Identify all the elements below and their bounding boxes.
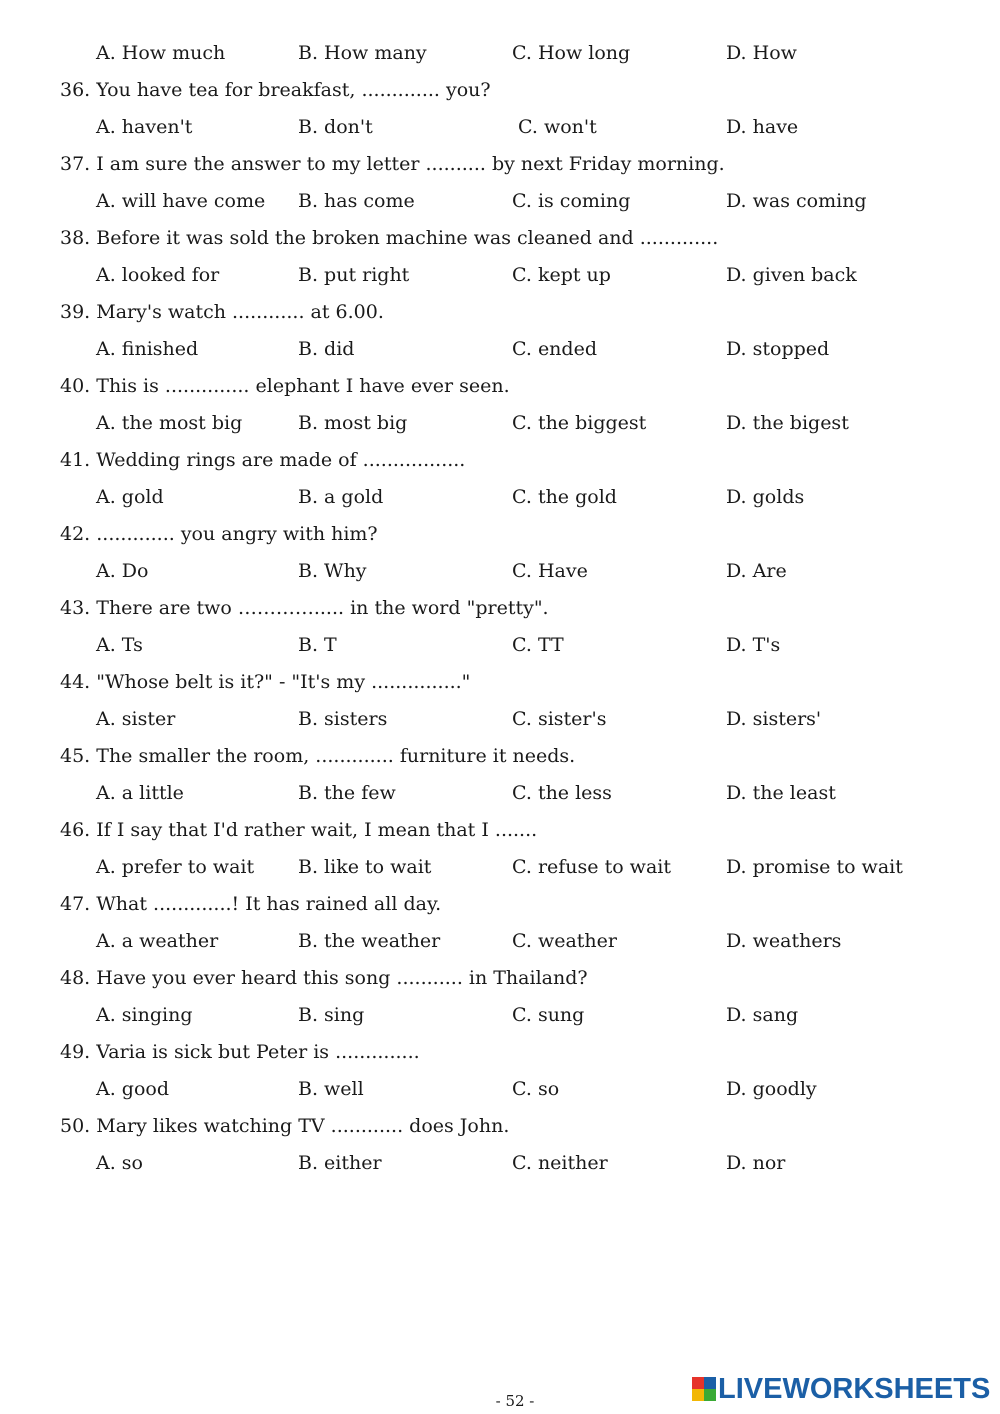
option-b[interactable]: B. T xyxy=(298,634,337,656)
answer-options xyxy=(0,778,1000,808)
question-stem xyxy=(60,371,960,401)
logo-square-yellow xyxy=(692,1389,704,1401)
question-number: 44. xyxy=(60,671,91,693)
option-b[interactable]: B. the weather xyxy=(298,930,441,952)
option-b[interactable]: B. sing xyxy=(298,1004,365,1026)
option-a[interactable]: A. finished xyxy=(96,338,199,360)
question-number: 36. xyxy=(60,79,91,101)
question-number: 49. xyxy=(60,1041,91,1063)
option-a[interactable]: A. singing xyxy=(96,1004,193,1026)
answer-options xyxy=(0,1148,1000,1178)
option-c[interactable]: C. the gold xyxy=(512,486,617,508)
option-a[interactable]: A. sister xyxy=(96,708,176,730)
option-c[interactable]: C. neither xyxy=(512,1152,608,1174)
question-text: Mary's watch ............ at 6.00. xyxy=(96,301,384,323)
answer-options xyxy=(0,1000,1000,1030)
question-number: 37. xyxy=(60,153,91,175)
answer-options xyxy=(0,38,1000,68)
option-d[interactable]: D. How xyxy=(726,42,797,64)
answer-options xyxy=(0,852,1000,882)
answer-options xyxy=(0,334,1000,364)
option-c[interactable]: C. the less xyxy=(512,782,612,804)
option-a[interactable]: A. gold xyxy=(96,486,164,508)
answer-options xyxy=(0,556,1000,586)
option-d[interactable]: D. sang xyxy=(726,1004,799,1026)
option-a[interactable]: A. good xyxy=(96,1078,170,1100)
question-number: 38. xyxy=(60,227,91,249)
option-d[interactable]: D. promise to wait xyxy=(726,856,903,878)
option-a[interactable]: A. so xyxy=(96,1152,143,1174)
question-stem xyxy=(60,667,960,697)
option-d[interactable]: D. the least xyxy=(726,782,836,804)
option-c[interactable]: C. Have xyxy=(512,560,588,582)
option-c[interactable]: C. sung xyxy=(512,1004,585,1026)
answer-options xyxy=(0,112,1000,142)
answer-options xyxy=(0,1074,1000,1104)
option-a[interactable]: A. prefer to wait xyxy=(96,856,255,878)
option-d[interactable]: D. weathers xyxy=(726,930,842,952)
option-a[interactable]: A. How much xyxy=(96,42,226,64)
question-text: I am sure the answer to my letter .......... by next Friday morning. xyxy=(96,153,725,175)
option-d[interactable]: D. given back xyxy=(726,264,857,286)
question-text: Wedding rings are made of ................. xyxy=(96,449,466,471)
option-b[interactable]: B. a gold xyxy=(298,486,384,508)
option-c[interactable]: C. weather xyxy=(512,930,617,952)
option-a[interactable]: A. Ts xyxy=(96,634,143,656)
question-stem xyxy=(60,741,960,771)
liveworksheets-logo xyxy=(692,1372,992,1406)
question-stem xyxy=(60,149,960,179)
option-d[interactable]: D. T's xyxy=(726,634,781,656)
option-c[interactable]: C. ended xyxy=(512,338,597,360)
option-b[interactable]: B. Why xyxy=(298,560,367,582)
option-c[interactable]: C. the biggest xyxy=(512,412,647,434)
question-number: 40. xyxy=(60,375,91,397)
question-stem xyxy=(60,815,960,845)
question-text: Have you ever heard this song ........... in Thailand? xyxy=(96,967,588,989)
option-c[interactable]: C. TT xyxy=(512,634,564,656)
option-c[interactable]: C. How long xyxy=(512,42,631,64)
answer-options xyxy=(0,704,1000,734)
question-text: Before it was sold the broken machine was cleaned and ............. xyxy=(96,227,719,249)
question-stem xyxy=(60,297,960,327)
question-text: You have tea for breakfast, ............. you? xyxy=(96,79,491,101)
question-number: 48. xyxy=(60,967,91,989)
question-number: 42. xyxy=(60,523,91,545)
option-b[interactable]: B. like to wait xyxy=(298,856,432,878)
question-number: 41. xyxy=(60,449,91,471)
option-d[interactable]: D. have xyxy=(726,116,799,138)
option-b[interactable]: B. don't xyxy=(298,116,373,138)
option-a[interactable]: A. looked for xyxy=(96,264,220,286)
question-text: ............. you angry with him? xyxy=(96,523,378,545)
question-stem xyxy=(60,1111,960,1141)
question-stem xyxy=(60,1037,960,1067)
question-stem xyxy=(60,593,960,623)
question-stem xyxy=(60,889,960,919)
question-number: 43. xyxy=(60,597,91,619)
question-text: Varia is sick but Peter is .............. xyxy=(96,1041,420,1063)
question-number: 39. xyxy=(60,301,91,323)
option-b[interactable]: B. did xyxy=(298,338,355,360)
option-a[interactable]: A. Do xyxy=(96,560,149,582)
option-d[interactable]: D. stopped xyxy=(726,338,830,360)
option-b[interactable]: B. well xyxy=(298,1078,364,1100)
answer-options xyxy=(0,186,1000,216)
option-d[interactable]: D. Are xyxy=(726,560,787,582)
option-c[interactable]: C. sister's xyxy=(512,708,607,730)
option-d[interactable]: D. was coming xyxy=(726,190,867,212)
option-c[interactable]: C. refuse to wait xyxy=(512,856,671,878)
option-a[interactable]: A. a weather xyxy=(96,930,219,952)
option-b[interactable]: B. sisters xyxy=(298,708,388,730)
question-number: 50. xyxy=(60,1115,91,1137)
option-b[interactable]: B. put right xyxy=(298,264,410,286)
option-d[interactable]: D. the bigest xyxy=(726,412,849,434)
option-a[interactable]: A. haven't xyxy=(96,116,193,138)
question-text: "Whose belt is it?" - "It's my ..............." xyxy=(96,671,471,693)
question-stem xyxy=(60,223,960,253)
option-c[interactable]: C. kept up xyxy=(512,264,611,286)
option-b[interactable]: B. most big xyxy=(298,412,408,434)
option-b[interactable]: B. has come xyxy=(298,190,415,212)
option-a[interactable]: A. the most big xyxy=(96,412,243,434)
logo-square-red xyxy=(692,1377,704,1389)
answer-options xyxy=(0,926,1000,956)
answer-options xyxy=(0,260,1000,290)
question-number: 45. xyxy=(60,745,91,767)
question-text: What .............! It has rained all day. xyxy=(96,893,442,915)
option-c[interactable]: C. is coming xyxy=(512,190,631,212)
option-a[interactable]: A. will have come xyxy=(96,190,266,212)
question-stem xyxy=(60,75,960,105)
question-number: 46. xyxy=(60,819,91,841)
question-text: This is .............. elephant I have ever seen. xyxy=(96,375,510,397)
question-text: Mary likes watching TV ............ does John. xyxy=(96,1115,510,1137)
question-stem xyxy=(60,445,960,475)
option-d[interactable]: D. sisters' xyxy=(726,708,822,730)
option-d[interactable]: D. nor xyxy=(726,1152,786,1174)
logo-grid-icon xyxy=(692,1377,716,1401)
question-text: The smaller the room, ............. furniture it needs. xyxy=(96,745,576,767)
logo-square-green xyxy=(704,1389,716,1401)
question-stem xyxy=(60,963,960,993)
page-number: - 52 - xyxy=(495,1392,535,1410)
option-b[interactable]: B. either xyxy=(298,1152,382,1174)
option-a[interactable]: A. a little xyxy=(96,782,184,804)
option-b[interactable]: B. the few xyxy=(298,782,396,804)
option-d[interactable]: D. golds xyxy=(726,486,805,508)
brand-name: LIVEWORKSHEETS xyxy=(718,1372,991,1405)
answer-options xyxy=(0,408,1000,438)
question-text: There are two …………..... in the word "pretty". xyxy=(96,597,549,619)
question-number: 47. xyxy=(60,893,91,915)
option-d[interactable]: D. goodly xyxy=(726,1078,817,1100)
option-b[interactable]: B. How many xyxy=(298,42,427,64)
option-c[interactable]: C. so xyxy=(512,1078,560,1100)
question-stem xyxy=(60,519,960,549)
answer-options xyxy=(0,630,1000,660)
option-c[interactable]: C. won't xyxy=(518,116,597,138)
question-text: If I say that I'd rather wait, I mean that I ....... xyxy=(96,819,538,841)
logo-square-blue xyxy=(704,1377,716,1389)
answer-options xyxy=(0,482,1000,512)
